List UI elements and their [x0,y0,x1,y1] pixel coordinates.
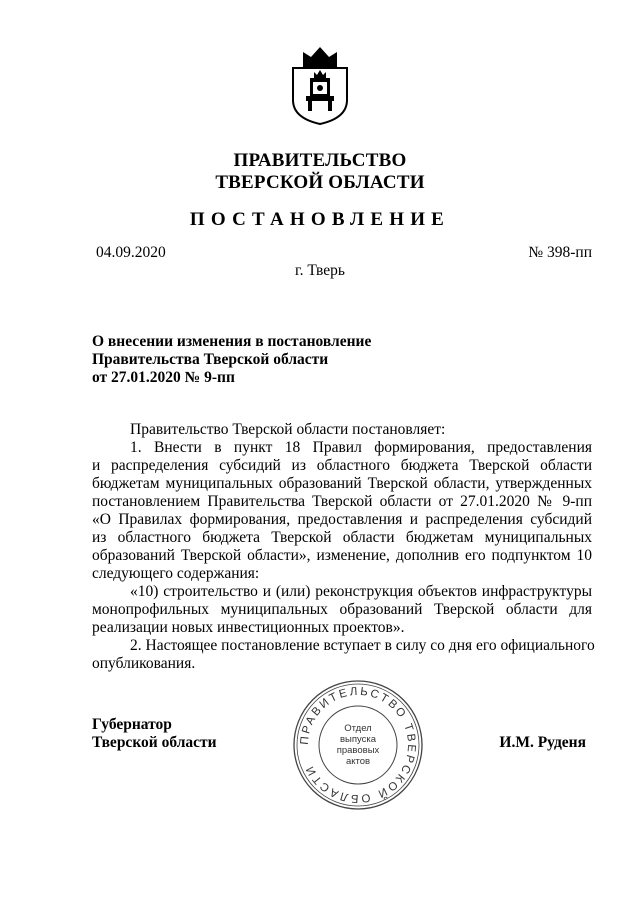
body-line: 2. Настоящее постановление вступает в силу со дня его официального [130,637,595,654]
body-line: следующего содержания: [92,565,260,582]
stamp-center-line: выпуска [339,734,377,745]
body-line: и распределения субсидий из областного бюджета Тверской области [92,457,592,474]
body-line: образований Тверской области», изменение, дополнив его подпунктом 10 [92,547,592,564]
subject-line: от 27.01.2020 № 9-пп [92,369,235,386]
organization-name-line1: ПРАВИТЕЛЬСТВО [233,150,407,171]
official-stamp-icon [291,678,425,812]
body-line: «О Правилах формирования, предоставления и распределения субсидий [92,511,592,528]
quote-line: «10) строительство и (или) реконструкция объектов инфраструктуры [130,583,592,600]
signatory-position: Губернатор [92,716,172,733]
body-line: бюджетам муниципальных образований Тверской области, утвержденных [92,475,592,492]
quote-line: реализации новых инвестиционных проектов». [92,619,405,636]
tver-coat-of-arms-icon [289,44,351,126]
signatory-name: И.М. Руденя [499,734,586,751]
stamp-center-line: Отдел [344,723,372,734]
quote-line: монопрофильных муниципальных образований Тверской области для [92,601,592,618]
document-city: г. Тверь [295,262,345,279]
subject-line: Правительства Тверской области [92,351,329,368]
signatory-position: Тверской области [92,734,217,751]
stamp-ring-text: ПРАВИТЕЛЬСТВО ТВЕРСКОЙ ОБЛАСТИ [298,685,418,805]
document-number: № 398-пп [528,244,592,261]
body-line: опубликования. [92,655,196,672]
subject-line: О внесении изменения в постановление [92,333,372,350]
body-line: из областного бюджета Тверской области бюджетам муниципальных [92,529,592,546]
organization-name-line2: ТВЕРСКОЙ ОБЛАСТИ [215,172,425,193]
body-line: постановлением Правительства Тверской области от 27.01.2020 № 9-пп [92,493,592,510]
document-date: 04.09.2020 [96,244,166,261]
stamp-center-line: актов [345,756,371,767]
stamp-center-line: правовых [336,745,380,756]
body-line: 1. Внести в пункт 18 Правил формирования, предоставления [130,439,592,456]
document-type: ПОСТАНОВЛЕНИЕ [189,209,451,230]
preamble-line: Правительство Тверской области постановляет: [130,421,446,438]
